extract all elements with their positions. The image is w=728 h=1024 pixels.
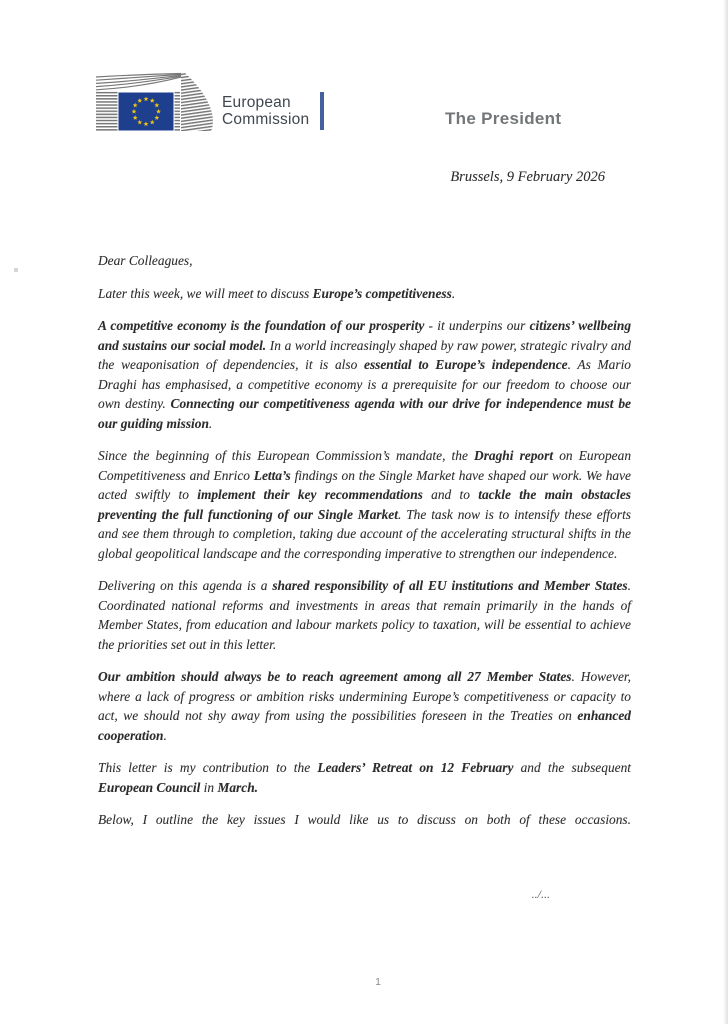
letter-paragraph: Our ambition should always be to reach agreement among all 27 Member States. However, where a lack of progress or ambition risks undermining Europe’s competitiveness or capacity to act, we should not shy away from using the possibilities foreseen in the Treaties on enhanced cooperation. [98,669,631,743]
letter-paragraph: A competitive economy is the foundation of our prosperity - it underpins our citizens’ wellbeing and sustains our social model. In a world increasingly shaped by raw power, strategic rivalry and the weaponisation of dependencies, it is also essential to Europe’s independence. As Mario Draghi has emphasised, a competitive economy is a prerequisite for our freedom to choose our own destiny. Connecting our competitiveness agenda with our drive for independence must be our guiding mission. [98,318,632,431]
logo-vertical-bar [320,92,324,130]
letter-paragraph: Since the beginning of this European Commission’s mandate, the Draghi report on European Competitiveness and Enrico Letta’s findings on the Single Market have shaped our work. We have acted swiftly to implement their key recommendations and to tackle the main obstacles preventing the full functioning of our Single Market. The task now is to intensify these efforts and see them through to completion, taking due account of the accelerating structural shifts in the global geopolitical landscape and the corresponding imperative to strengthen our independence. [98,448,632,561]
letter-paragraph: Below, I outline the key issues I would like us to discuss on both of these occasions. [98,812,631,827]
office-title: The President [445,109,562,128]
salutation: Dear Colleagues, [98,253,193,268]
scan-edge-shadow [723,0,728,1024]
european-commission-logo [94,64,224,134]
dateline: Brussels, 9 February 2026 [450,169,605,185]
letter-paragraph: This letter is my contribution to the Leaders’ Retreat on 12 February and the subsequent European Council in March. [98,760,631,795]
eu-flag-icon [118,92,174,131]
continuation-mark: ../... [531,887,550,901]
letter-body-paragraphs [98,284,631,830]
logo-wordmark-line1: European [222,94,291,111]
letter-paragraph: Later this week, we will meet to discuss Europe’s competitiveness. [98,285,456,301]
logo-sail-stripes [181,73,213,131]
page-number: 1 [375,976,381,988]
scan-artifact-dot [14,268,18,272]
letter-body [98,251,631,830]
logo-wordmark-line2: Commission [222,110,310,128]
logo-wordmark [222,95,309,128]
letter-paragraph: Delivering on this agenda is a shared responsibility of all EU institutions and Member States. Coordinated national reforms and investments in areas that remain primarily in the hands of Member States, from education and labour markets policy to taxation, will be essential to achieve the priorities set out in this letter. [98,578,631,652]
